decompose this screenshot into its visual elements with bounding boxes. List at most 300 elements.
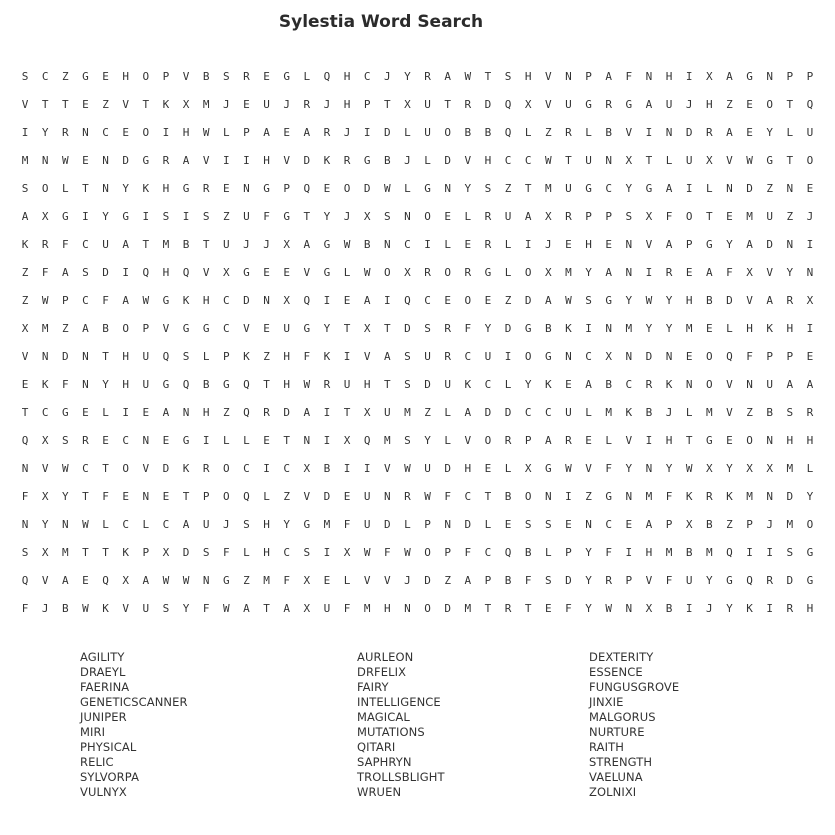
grid-letter[interactable]: L bbox=[665, 153, 673, 167]
grid-letter[interactable]: Y bbox=[585, 601, 592, 615]
grid-letter[interactable]: E bbox=[122, 489, 129, 503]
grid-letter[interactable]: Q bbox=[504, 545, 512, 559]
grid-letter[interactable]: W bbox=[565, 293, 572, 307]
grid-letter[interactable]: A bbox=[746, 237, 753, 251]
grid-letter[interactable]: M bbox=[263, 573, 270, 587]
grid-letter[interactable]: E bbox=[706, 321, 713, 335]
grid-letter[interactable]: W bbox=[645, 293, 653, 307]
grid-letter[interactable]: Y bbox=[585, 573, 592, 587]
grid-letter[interactable]: D bbox=[766, 237, 773, 251]
grid-letter[interactable]: S bbox=[404, 433, 411, 447]
grid-letter[interactable]: O bbox=[424, 545, 431, 559]
grid-letter[interactable]: R bbox=[766, 573, 773, 587]
grid-letter[interactable]: B bbox=[706, 293, 713, 307]
grid-letter[interactable]: S bbox=[82, 265, 89, 279]
grid-letter[interactable]: I bbox=[162, 125, 170, 139]
grid-letter[interactable]: J bbox=[685, 97, 693, 111]
grid-letter[interactable]: H bbox=[706, 97, 713, 111]
grid-letter[interactable]: A bbox=[726, 125, 733, 139]
grid-letter[interactable]: M bbox=[786, 517, 794, 531]
grid-letter[interactable]: Q bbox=[746, 573, 753, 587]
grid-letter[interactable]: X bbox=[524, 461, 532, 475]
grid-letter[interactable]: X bbox=[223, 265, 230, 279]
grid-letter[interactable]: D bbox=[444, 461, 451, 475]
grid-letter[interactable]: E bbox=[102, 69, 109, 83]
grid-letter[interactable]: U bbox=[263, 97, 270, 111]
grid-letter[interactable]: F bbox=[444, 489, 451, 503]
grid-letter[interactable]: S bbox=[625, 209, 633, 223]
grid-letter[interactable]: X bbox=[605, 349, 612, 363]
grid-letter[interactable]: W bbox=[384, 181, 391, 195]
grid-letter[interactable]: V bbox=[21, 349, 29, 363]
grid-letter[interactable]: L bbox=[444, 405, 451, 419]
grid-letter[interactable]: Q bbox=[182, 265, 190, 279]
grid-letter[interactable]: S bbox=[484, 181, 492, 195]
grid-letter[interactable]: K bbox=[41, 377, 49, 391]
grid-letter[interactable]: D bbox=[303, 153, 311, 167]
grid-letter[interactable]: T bbox=[142, 97, 150, 111]
grid-letter[interactable]: A bbox=[162, 405, 170, 419]
grid-letter[interactable]: U bbox=[565, 181, 572, 195]
grid-letter[interactable]: I bbox=[806, 237, 814, 251]
grid-letter[interactable]: E bbox=[122, 125, 129, 139]
grid-letter[interactable]: A bbox=[665, 237, 673, 251]
grid-letter[interactable]: N bbox=[726, 181, 733, 195]
grid-letter[interactable]: I bbox=[766, 601, 773, 615]
grid-letter[interactable]: J bbox=[404, 153, 411, 167]
grid-letter[interactable]: H bbox=[162, 265, 170, 279]
grid-letter[interactable]: K bbox=[243, 349, 250, 363]
grid-letter[interactable]: Y bbox=[404, 69, 411, 83]
grid-letter[interactable]: S bbox=[162, 601, 170, 615]
grid-letter[interactable]: Y bbox=[726, 237, 733, 251]
grid-letter[interactable]: C bbox=[122, 433, 129, 447]
grid-letter[interactable]: N bbox=[444, 517, 451, 531]
grid-letter[interactable]: A bbox=[726, 69, 733, 83]
grid-letter[interactable]: L bbox=[102, 517, 109, 531]
grid-letter[interactable]: T bbox=[182, 489, 190, 503]
grid-letter[interactable]: S bbox=[524, 517, 532, 531]
grid-letter[interactable]: Z bbox=[726, 517, 733, 531]
grid-letter[interactable]: A bbox=[21, 209, 29, 223]
grid-letter[interactable]: P bbox=[484, 573, 492, 587]
grid-letter[interactable]: A bbox=[182, 153, 190, 167]
grid-letter[interactable]: M bbox=[464, 601, 472, 615]
grid-letter[interactable]: T bbox=[102, 545, 109, 559]
grid-letter[interactable]: I bbox=[806, 321, 814, 335]
grid-letter[interactable]: V bbox=[464, 153, 472, 167]
grid-letter[interactable]: G bbox=[363, 153, 371, 167]
grid-letter[interactable]: R bbox=[202, 181, 210, 195]
grid-letter[interactable]: A bbox=[384, 349, 391, 363]
grid-letter[interactable]: N bbox=[21, 517, 29, 531]
grid-letter[interactable]: I bbox=[565, 489, 572, 503]
grid-letter[interactable]: O bbox=[223, 489, 230, 503]
grid-letter[interactable]: I bbox=[504, 349, 512, 363]
grid-letter[interactable]: U bbox=[142, 601, 150, 615]
grid-letter[interactable]: A bbox=[665, 181, 673, 195]
grid-letter[interactable]: H bbox=[283, 349, 290, 363]
grid-letter[interactable]: N bbox=[444, 181, 451, 195]
grid-letter[interactable]: I bbox=[384, 293, 391, 307]
grid-letter[interactable]: Y bbox=[645, 321, 653, 335]
grid-letter[interactable]: D bbox=[424, 573, 431, 587]
grid-letter[interactable]: U bbox=[585, 153, 592, 167]
grid-letter[interactable]: T bbox=[786, 153, 794, 167]
grid-letter[interactable]: R bbox=[162, 153, 170, 167]
grid-letter[interactable]: G bbox=[545, 349, 552, 363]
grid-letter[interactable]: H bbox=[384, 601, 391, 615]
grid-letter[interactable]: C bbox=[545, 405, 552, 419]
grid-letter[interactable]: O bbox=[122, 461, 129, 475]
grid-letter[interactable]: E bbox=[343, 293, 351, 307]
grid-letter[interactable]: Y bbox=[665, 461, 673, 475]
grid-letter[interactable]: X bbox=[706, 153, 713, 167]
grid-letter[interactable]: R bbox=[565, 433, 572, 447]
grid-letter[interactable]: X bbox=[303, 601, 311, 615]
grid-letter[interactable]: G bbox=[303, 517, 311, 531]
grid-letter[interactable]: C bbox=[102, 125, 109, 139]
grid-letter[interactable]: Z bbox=[746, 405, 753, 419]
grid-letter[interactable]: U bbox=[444, 377, 451, 391]
grid-letter[interactable]: D bbox=[444, 153, 451, 167]
grid-letter[interactable]: M bbox=[363, 601, 371, 615]
grid-letter[interactable]: Z bbox=[21, 265, 29, 279]
grid-letter[interactable]: N bbox=[41, 349, 49, 363]
grid-letter[interactable]: I bbox=[323, 433, 331, 447]
grid-letter[interactable]: Y bbox=[424, 433, 431, 447]
grid-letter[interactable]: H bbox=[283, 377, 290, 391]
grid-letter[interactable]: P bbox=[786, 69, 794, 83]
grid-letter[interactable]: W bbox=[363, 265, 371, 279]
grid-letter[interactable]: F bbox=[625, 69, 633, 83]
grid-letter[interactable]: X bbox=[303, 573, 311, 587]
grid-letter[interactable]: Z bbox=[223, 405, 230, 419]
grid-letter[interactable]: P bbox=[806, 69, 814, 83]
grid-letter[interactable]: O bbox=[142, 125, 150, 139]
grid-letter[interactable]: X bbox=[746, 461, 753, 475]
grid-letter[interactable]: C bbox=[41, 405, 49, 419]
grid-letter[interactable]: X bbox=[545, 209, 552, 223]
grid-letter[interactable]: E bbox=[263, 433, 270, 447]
grid-letter[interactable]: Q bbox=[182, 377, 190, 391]
grid-letter[interactable]: O bbox=[424, 601, 431, 615]
grid-letter[interactable]: N bbox=[384, 489, 391, 503]
grid-letter[interactable]: D bbox=[484, 97, 492, 111]
grid-letter[interactable]: X bbox=[706, 69, 713, 83]
grid-letter[interactable]: G bbox=[142, 153, 150, 167]
grid-letter[interactable]: D bbox=[504, 405, 512, 419]
grid-letter[interactable]: A bbox=[303, 237, 311, 251]
grid-letter[interactable]: E bbox=[746, 97, 753, 111]
grid-letter[interactable]: T bbox=[343, 405, 351, 419]
grid-letter[interactable]: H bbox=[182, 125, 190, 139]
grid-letter[interactable]: B bbox=[484, 125, 492, 139]
grid-letter[interactable]: I bbox=[746, 545, 753, 559]
grid-letter[interactable]: Q bbox=[243, 489, 250, 503]
grid-letter[interactable]: C bbox=[283, 461, 290, 475]
grid-letter[interactable]: P bbox=[424, 517, 431, 531]
grid-letter[interactable]: W bbox=[565, 461, 572, 475]
grid-letter[interactable]: U bbox=[766, 377, 773, 391]
grid-letter[interactable]: O bbox=[806, 517, 814, 531]
grid-letter[interactable]: G bbox=[605, 293, 612, 307]
grid-letter[interactable]: G bbox=[223, 573, 230, 587]
grid-letter[interactable]: H bbox=[524, 69, 532, 83]
grid-letter[interactable]: R bbox=[605, 97, 612, 111]
grid-letter[interactable]: L bbox=[706, 181, 713, 195]
grid-letter[interactable]: Q bbox=[21, 573, 29, 587]
grid-letter[interactable]: X bbox=[545, 265, 552, 279]
grid-letter[interactable]: H bbox=[585, 237, 592, 251]
grid-letter[interactable]: Y bbox=[283, 517, 290, 531]
grid-letter[interactable]: U bbox=[243, 209, 250, 223]
grid-letter[interactable]: Y bbox=[625, 293, 633, 307]
grid-letter[interactable]: Z bbox=[726, 97, 733, 111]
grid-letter[interactable]: H bbox=[786, 433, 794, 447]
grid-letter[interactable]: T bbox=[283, 433, 290, 447]
grid-letter[interactable]: G bbox=[484, 265, 492, 279]
grid-letter[interactable]: N bbox=[665, 349, 673, 363]
grid-letter[interactable]: M bbox=[62, 545, 69, 559]
grid-letter[interactable]: A bbox=[303, 405, 311, 419]
grid-letter[interactable]: T bbox=[62, 97, 69, 111]
grid-letter[interactable]: I bbox=[323, 545, 331, 559]
grid-letter[interactable]: C bbox=[625, 377, 633, 391]
grid-letter[interactable]: G bbox=[605, 489, 612, 503]
grid-letter[interactable]: G bbox=[162, 293, 170, 307]
grid-letter[interactable]: P bbox=[243, 125, 250, 139]
grid-letter[interactable]: X bbox=[162, 545, 170, 559]
grid-letter[interactable]: W bbox=[746, 153, 753, 167]
grid-letter[interactable]: M bbox=[625, 321, 633, 335]
grid-letter[interactable]: D bbox=[384, 125, 391, 139]
grid-letter[interactable]: Q bbox=[404, 293, 411, 307]
grid-letter[interactable]: B bbox=[645, 405, 653, 419]
grid-letter[interactable]: T bbox=[645, 153, 653, 167]
grid-letter[interactable]: N bbox=[746, 377, 753, 391]
grid-letter[interactable]: U bbox=[685, 153, 693, 167]
grid-letter[interactable]: F bbox=[343, 601, 351, 615]
grid-letter[interactable]: N bbox=[384, 237, 391, 251]
grid-letter[interactable]: T bbox=[484, 601, 492, 615]
grid-letter[interactable]: Q bbox=[363, 433, 371, 447]
grid-letter[interactable]: G bbox=[263, 181, 270, 195]
grid-letter[interactable]: R bbox=[404, 489, 411, 503]
grid-letter[interactable]: N bbox=[766, 489, 773, 503]
grid-letter[interactable]: E bbox=[263, 321, 270, 335]
grid-letter[interactable]: N bbox=[565, 349, 572, 363]
grid-letter[interactable]: W bbox=[343, 237, 351, 251]
grid-letter[interactable]: I bbox=[685, 69, 693, 83]
grid-letter[interactable]: K bbox=[665, 377, 673, 391]
grid-letter[interactable]: S bbox=[202, 209, 210, 223]
grid-letter[interactable]: D bbox=[726, 293, 733, 307]
grid-letter[interactable]: M bbox=[404, 405, 411, 419]
grid-letter[interactable]: G bbox=[726, 573, 733, 587]
grid-letter[interactable]: Z bbox=[444, 573, 451, 587]
grid-letter[interactable]: A bbox=[585, 377, 592, 391]
grid-letter[interactable]: V bbox=[202, 265, 210, 279]
grid-letter[interactable]: V bbox=[363, 349, 371, 363]
grid-letter[interactable]: E bbox=[444, 209, 451, 223]
grid-letter[interactable]: I bbox=[645, 265, 653, 279]
grid-letter[interactable]: V bbox=[464, 433, 472, 447]
grid-letter[interactable]: B bbox=[524, 545, 532, 559]
grid-letter[interactable]: D bbox=[685, 125, 693, 139]
grid-letter[interactable]: C bbox=[504, 153, 512, 167]
grid-letter[interactable]: C bbox=[223, 293, 230, 307]
grid-letter[interactable]: O bbox=[444, 265, 451, 279]
grid-letter[interactable]: A bbox=[766, 293, 773, 307]
grid-letter[interactable]: I bbox=[21, 125, 29, 139]
grid-letter[interactable]: B bbox=[605, 125, 612, 139]
grid-letter[interactable]: Y bbox=[102, 377, 109, 391]
grid-letter[interactable]: S bbox=[182, 349, 190, 363]
grid-letter[interactable]: I bbox=[202, 433, 210, 447]
grid-letter[interactable]: L bbox=[343, 573, 351, 587]
grid-letter[interactable]: E bbox=[565, 517, 572, 531]
grid-letter[interactable]: T bbox=[41, 97, 49, 111]
grid-letter[interactable]: R bbox=[565, 209, 572, 223]
grid-letter[interactable]: K bbox=[162, 97, 170, 111]
grid-letter[interactable]: A bbox=[444, 69, 451, 83]
grid-letter[interactable]: C bbox=[41, 69, 49, 83]
grid-letter[interactable]: E bbox=[746, 125, 753, 139]
grid-letter[interactable]: R bbox=[645, 377, 653, 391]
grid-letter[interactable]: K bbox=[625, 405, 633, 419]
grid-letter[interactable]: G bbox=[283, 69, 290, 83]
grid-letter[interactable]: F bbox=[21, 601, 29, 615]
grid-letter[interactable]: N bbox=[41, 153, 49, 167]
grid-letter[interactable]: B bbox=[545, 321, 552, 335]
grid-letter[interactable]: R bbox=[565, 125, 572, 139]
grid-letter[interactable]: G bbox=[223, 377, 230, 391]
grid-letter[interactable]: F bbox=[102, 489, 109, 503]
grid-letter[interactable]: E bbox=[806, 349, 814, 363]
grid-letter[interactable]: M bbox=[685, 321, 693, 335]
grid-letter[interactable]: R bbox=[786, 601, 794, 615]
grid-letter[interactable]: I bbox=[142, 209, 150, 223]
grid-letter[interactable]: U bbox=[806, 125, 814, 139]
grid-letter[interactable]: D bbox=[464, 517, 472, 531]
grid-letter[interactable]: L bbox=[504, 237, 512, 251]
grid-letter[interactable]: H bbox=[263, 545, 270, 559]
grid-letter[interactable]: R bbox=[706, 125, 713, 139]
grid-letter[interactable]: Q bbox=[303, 293, 311, 307]
grid-letter[interactable]: E bbox=[585, 433, 592, 447]
grid-letter[interactable]: W bbox=[464, 69, 472, 83]
grid-letter[interactable]: B bbox=[62, 601, 69, 615]
grid-letter[interactable]: U bbox=[384, 405, 391, 419]
grid-letter[interactable]: C bbox=[605, 517, 612, 531]
grid-letter[interactable]: P bbox=[62, 293, 69, 307]
grid-letter[interactable]: R bbox=[444, 321, 451, 335]
grid-letter[interactable]: Z bbox=[62, 321, 69, 335]
grid-letter[interactable]: V bbox=[384, 573, 391, 587]
grid-letter[interactable]: B bbox=[504, 573, 512, 587]
grid-letter[interactable]: L bbox=[504, 377, 512, 391]
grid-letter[interactable]: X bbox=[404, 97, 411, 111]
grid-letter[interactable]: D bbox=[182, 545, 190, 559]
grid-letter[interactable]: T bbox=[263, 601, 270, 615]
grid-letter[interactable]: C bbox=[243, 461, 250, 475]
grid-letter[interactable]: F bbox=[605, 461, 612, 475]
grid-letter[interactable]: C bbox=[223, 321, 230, 335]
grid-letter[interactable]: M bbox=[645, 489, 653, 503]
grid-letter[interactable]: Y bbox=[665, 321, 673, 335]
grid-letter[interactable]: E bbox=[82, 573, 89, 587]
grid-letter[interactable]: G bbox=[645, 181, 653, 195]
grid-letter[interactable]: O bbox=[384, 265, 391, 279]
grid-letter[interactable]: H bbox=[645, 545, 653, 559]
grid-letter[interactable]: T bbox=[384, 97, 391, 111]
grid-letter[interactable]: J bbox=[223, 517, 230, 531]
grid-letter[interactable]: Z bbox=[545, 125, 552, 139]
grid-letter[interactable]: W bbox=[82, 517, 89, 531]
grid-letter[interactable]: C bbox=[122, 517, 129, 531]
grid-letter[interactable]: D bbox=[645, 349, 653, 363]
grid-letter[interactable]: A bbox=[645, 517, 653, 531]
grid-letter[interactable]: Y bbox=[122, 181, 129, 195]
grid-letter[interactable]: K bbox=[122, 545, 129, 559]
grid-letter[interactable]: Q bbox=[806, 97, 814, 111]
grid-letter[interactable]: O bbox=[464, 293, 472, 307]
grid-letter[interactable]: E bbox=[243, 97, 250, 111]
grid-letter[interactable]: D bbox=[444, 601, 451, 615]
grid-letter[interactable]: H bbox=[806, 601, 814, 615]
grid-letter[interactable]: Q bbox=[303, 181, 311, 195]
grid-letter[interactable]: D bbox=[746, 181, 753, 195]
grid-letter[interactable]: X bbox=[41, 489, 49, 503]
grid-letter[interactable]: V bbox=[545, 69, 552, 83]
grid-letter[interactable]: C bbox=[585, 349, 592, 363]
grid-letter[interactable]: Q bbox=[21, 433, 29, 447]
grid-letter[interactable]: F bbox=[605, 545, 612, 559]
grid-letter[interactable]: R bbox=[786, 293, 794, 307]
grid-letter[interactable]: L bbox=[62, 181, 69, 195]
grid-letter[interactable]: C bbox=[363, 69, 371, 83]
grid-letter[interactable]: S bbox=[786, 545, 794, 559]
grid-letter[interactable]: M bbox=[746, 489, 753, 503]
grid-letter[interactable]: R bbox=[323, 125, 331, 139]
grid-letter[interactable]: W bbox=[545, 153, 552, 167]
grid-letter[interactable]: P bbox=[162, 69, 170, 83]
grid-letter[interactable]: H bbox=[363, 377, 371, 391]
grid-letter[interactable]: O bbox=[142, 69, 150, 83]
grid-letter[interactable]: L bbox=[102, 405, 109, 419]
grid-letter[interactable]: V bbox=[122, 97, 129, 111]
grid-letter[interactable]: H bbox=[665, 69, 673, 83]
grid-letter[interactable]: I bbox=[585, 321, 592, 335]
grid-letter[interactable]: K bbox=[323, 153, 331, 167]
grid-letter[interactable]: S bbox=[545, 573, 552, 587]
grid-letter[interactable]: P bbox=[685, 237, 693, 251]
grid-letter[interactable]: U bbox=[424, 461, 431, 475]
grid-letter[interactable]: U bbox=[665, 97, 673, 111]
grid-letter[interactable]: T bbox=[484, 489, 492, 503]
grid-letter[interactable]: A bbox=[303, 125, 311, 139]
grid-letter[interactable]: G bbox=[182, 181, 190, 195]
grid-letter[interactable]: D bbox=[384, 517, 391, 531]
grid-letter[interactable]: Y bbox=[464, 181, 472, 195]
grid-letter[interactable]: S bbox=[786, 405, 794, 419]
grid-letter[interactable]: V bbox=[746, 293, 753, 307]
grid-letter[interactable]: E bbox=[263, 265, 270, 279]
grid-letter[interactable]: N bbox=[102, 153, 109, 167]
grid-letter[interactable]: L bbox=[484, 517, 492, 531]
grid-letter[interactable]: I bbox=[223, 153, 230, 167]
